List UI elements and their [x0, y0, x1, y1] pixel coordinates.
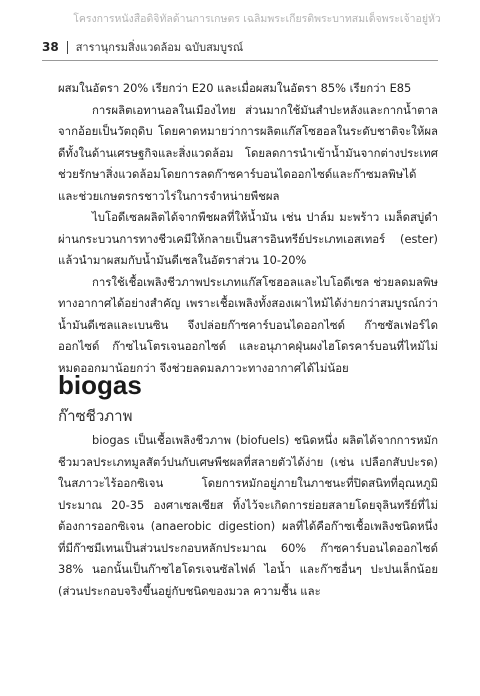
section-title: biogas	[58, 370, 142, 400]
book-title: สารานุกรมสิ่งแวดล้อม ฉบับสมบูรณ์	[75, 41, 244, 54]
page-number: 38	[42, 40, 59, 54]
paragraph: ผสมในอัตรา 20% เรียกว่า E20 และเมื่อผสมในอัตรา 85% เรียกว่า E85	[58, 81, 412, 95]
paragraph: ไบโอดีเซลผลิตได้จากพืชผลที่ให้น้ำมัน เช่น ปาล์ม มะพร้าว เมล็ดสบู่ดำ ผ่านกระบวนการทางชีวเคมีให้กลายเป็นสารอินทรีย์ประเภทเอสเทอร์ (ester) แล้วนำมาผสมกับน้ำมันดีเซลในอัตราส่วน 10-20%	[58, 210, 438, 267]
section-subtitle: ก๊าซชีวภาพ	[58, 407, 133, 425]
paragraph: การใช้เชื้อเพลิงชีวภาพประเภทแก๊สโซฮอลและไบโอดีเซล ช่วยลดมลพิษทางอากาศได้อย่างสำคัญ เพราะเชื้อเพลิงทั้งสองเผาไหม้ได้ง่ายกว่าสมบูรณ์กว่าน้ำมันดีเซลและเบนซิน จึงปล่อยก๊าซคาร์บอนไดออกไซด์ ก๊าซซัลเฟอร์ไดออกไซด์ ก๊าซไนโตรเจนออกไซด์ และอนุภาคฝุ่นผงไฮโดรคาร์บอนที่ไหม้ไม่หมดออกมาน้อยกว่า จึงช่วยลดมลภาวะทางอากาศได้ไม่น้อย	[58, 274, 438, 375]
header-divider	[67, 41, 68, 54]
paragraph: การผลิตเอทานอลในเมืองไทย ส่วนมากใช้มันสำปะหลังและกากน้ำตาลจากอ้อยเป็นวัตถุดิบ โดยคาดหมายว่าการผลิตแก๊สโซฮอลในระดับชาติจะให้ผลดีทั้งในด้านเศรษฐกิจและสิ่งแวดล้อม โดยลดการนำเข้าน้ำมันจากต่างประเทศ ช่วยรักษาสิ่งแวดล้อมโดยการลดก๊าซคาร์บอนไดออกไซด์และก๊าซมลพิษได้ และช่วยเกษตรกรชาวไร่ในการจำหน่ายพืชผล	[58, 102, 438, 203]
section-body	[58, 430, 438, 602]
running-head: โครงการหนังสือดิจิทัลด้านการเกษตร เฉลิมพระเกียรติพระบาทสมเด็จพระเจ้าอยู่หัว	[73, 13, 441, 25]
body-text	[58, 78, 438, 379]
paragraph: biogas เป็นเชื้อเพลิงชีวภาพ (biofuels) ชนิดหนึ่ง ผลิตได้จากการหมักชีวมวลประเภทมูลสัตว์ปนกับเศษพืชผลที่สลายตัวได้ง่าย (เช่น เปลือกสับปะรด) ในสภาวะไร้ออกซิเจน โดยการหมักอยู่ภายในภาชนะที่ปิดสนิทที่อุณหภูมิประมาณ 20-35 องศาเซลเซียส ทิ้งไว้จะเกิดการย่อยสลายโดยจุลินทรีย์ที่ไม่ต้องการออกซิเจน (anaerobic digestion) ผลที่ได้คือก๊าซเชื้อเพลิงชนิดหนึ่ง ที่มีก๊าซมีเทนเป็นส่วนประกอบหลักประมาณ 60% ก๊าซคาร์บอนไดออกไซด์ 38% นอกนั้นเป็นก๊าซไฮโดรเจนซัลไฟด์ ไอน้ำ และก๊าซอื่นๆ ปะปนเล็กน้อย (ส่วนประกอบจริงขึ้นอยู่กับชนิดของมวล ความชื้น และ	[58, 433, 438, 598]
page-header	[42, 38, 438, 61]
